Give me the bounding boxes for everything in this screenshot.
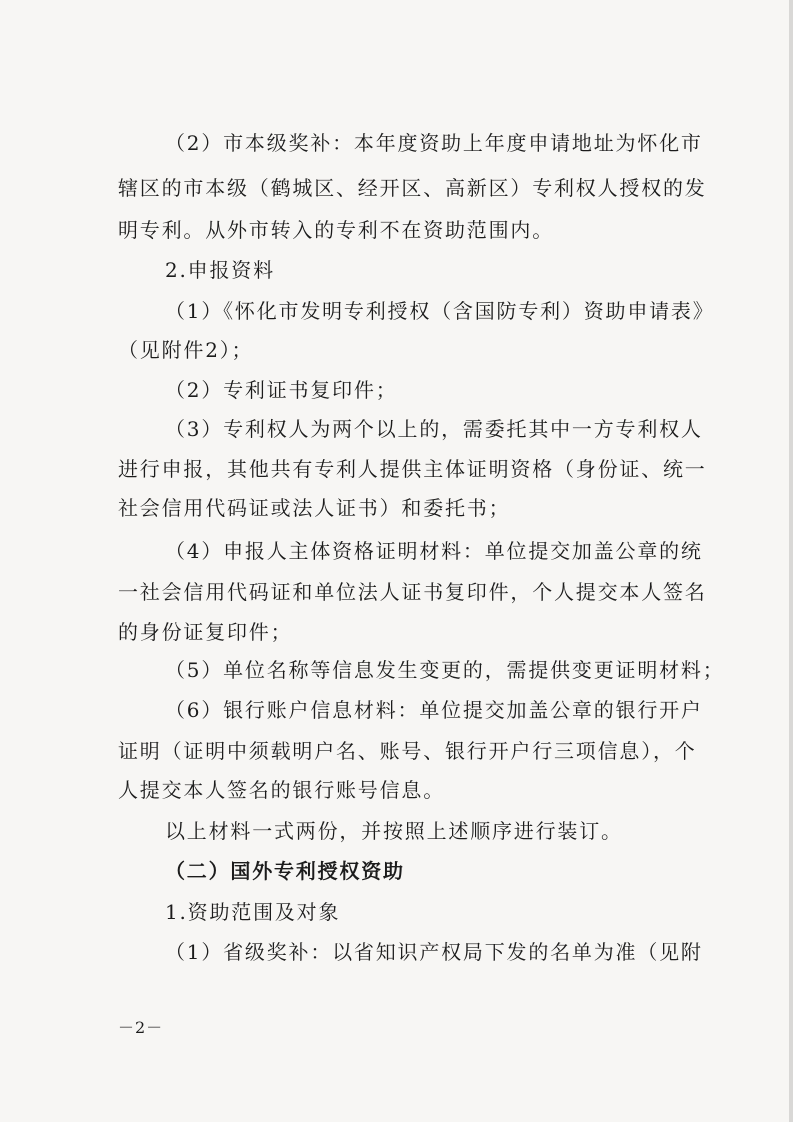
text-line-5: （1）《怀化市发明专利授权（含国防专利）资助申请表》: [165, 299, 715, 323]
text-line-2: 辖区的市本级（鹤城区、经开区、高新区）专利权人授权的发: [118, 176, 707, 200]
text-line-13: 的身份证复印件；: [118, 620, 293, 644]
page-number: －2－: [118, 1018, 164, 1037]
text-line-18: 以上材料一式两份，并按照上述顺序进行装订。: [165, 819, 623, 843]
text-line-8: （3）专利权人为两个以上的，需委托其中一方专利权人: [165, 417, 703, 441]
text-line-16: 证明（证明中须载明户名、账号、银行开户行三项信息），个: [118, 739, 697, 763]
text-line-9: 进行申报，其他共有专利人提供主体证明资格（身份证、统一: [118, 457, 707, 481]
text-line-21: （1）省级奖补：以省知识产权局下发的名单为准（见附: [165, 940, 703, 964]
page-edge-shadow: [789, 0, 793, 1122]
section-heading-foreign-patents: （二）国外专利授权资助: [165, 859, 405, 883]
text-line-11: （4）申报人主体资格证明材料：单位提交加盖公章的统: [165, 539, 703, 563]
text-line-6: （见附件2）；: [118, 338, 254, 362]
text-line-15: （6）银行账户信息材料：单位提交加盖公章的银行开户: [165, 698, 703, 722]
text-line-3: 明专利。从外市转入的专利不在资助范围内。: [118, 218, 554, 242]
section-heading-materials: 2.申报资料: [165, 258, 275, 282]
text-line-17: 人提交本人签名的银行账号信息。: [118, 778, 445, 802]
text-line-12: 一社会信用代码证和单位法人证书复印件，个人提交本人签名: [118, 580, 707, 604]
text-line-14: （5）单位名称等信息发生变更的，需提供变更证明材料；: [165, 658, 725, 682]
text-line-7: （2）专利证书复印件；: [165, 378, 398, 402]
text-line-10: 社会信用代码证或法人证书）和委托书；: [118, 496, 511, 520]
text-line-1: （2）市本级奖补：本年度资助上年度申请地址为怀化市: [165, 131, 703, 155]
section-heading-scope: 1.资助范围及对象: [165, 900, 341, 924]
